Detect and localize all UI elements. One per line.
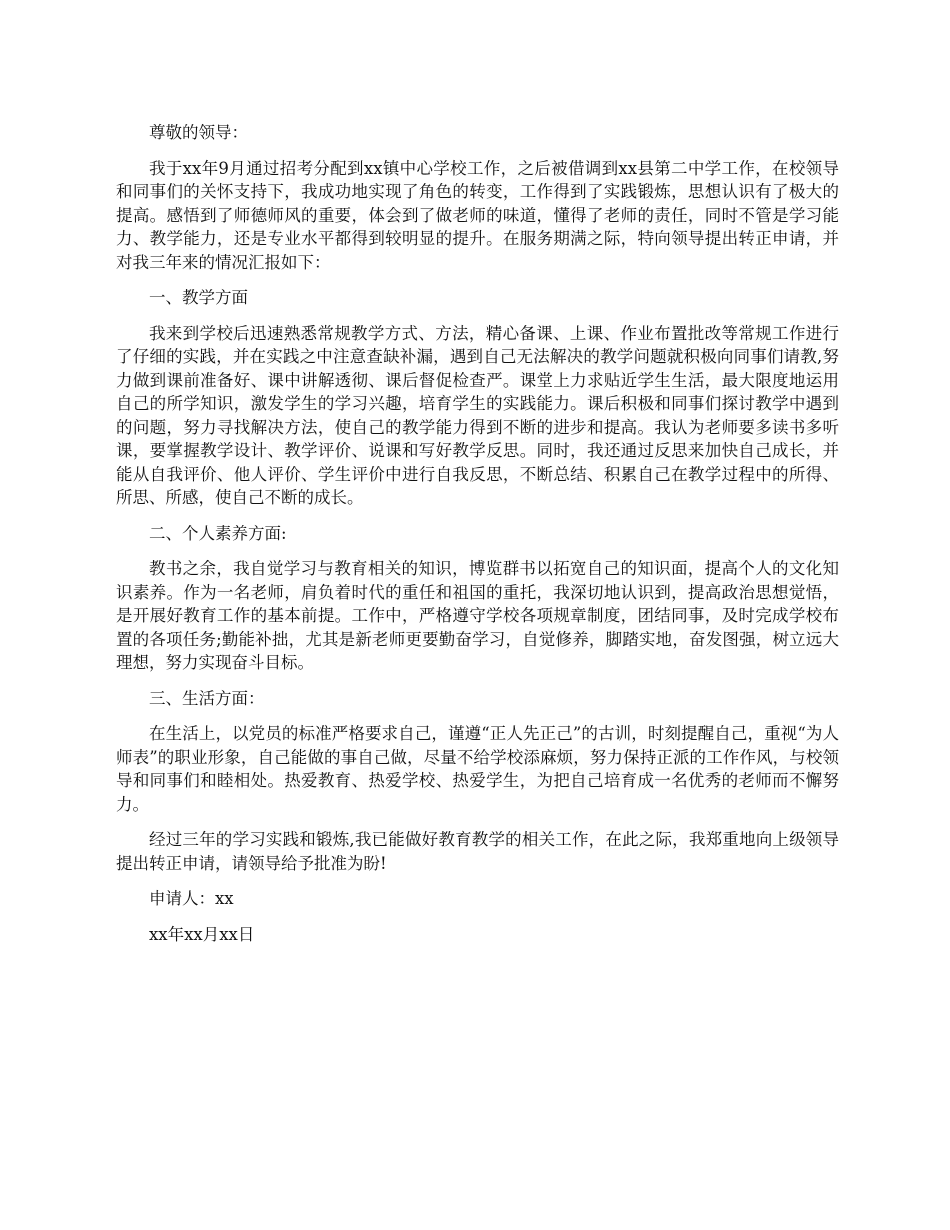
document-page: [116, 121, 839, 958]
section-heading-teaching: 一、教学方面: [149, 288, 248, 307]
closing-paragraph: 经过三年的学习实践和锻炼,我已能做好教育教学的相关工作，在此之际，我郑重地向上级领导提出转正申请，请领导给予批准为盼!: [116, 830, 839, 873]
applicant-line: 申请人：xx: [149, 889, 234, 908]
date-line: xx年xx月xx日: [149, 924, 255, 944]
section-body-teaching: 我来到学校后迅速熟悉常规教学方式、方法，精心备课、上课、作业布置批改等常规工作进行了仔细的实践，并在实践之中注意查缺补漏，遇到自己无法解决的教学问题就积极向同事们请教,努力做到课前准备好、课中讲解透彻、课后督促检查严。课堂上力求贴近学生生活，最大限度地运用自己的所学知识，激发学生的学习兴趣，培育学生的实践能力。课后积极和同事们探讨教学中遇到的问题，努力寻找解决方法，使自己的教学能力得到不断的进步和提高。我认为老师要多读书多听课，要掌握教学设计、教学评价、说课和写好教学反思。同时，我还通过反思来加快自己成长，并能从自我评价、他人评价、学生评价中进行自我反思，不断总结、积累自己在教学过程中的所得、所思、所感，使自己不断的成长。: [116, 323, 839, 507]
section-body-personal: 教书之余，我自觉学习与教育相关的知识，博览群书以拓宽自己的知识面，提高个人的文化知识素养。作为一名老师，肩负着时代的重任和祖国的重托，我深切地认识到，提高政治思想觉悟，是开展好教育工作的基本前提。工作中，严格遵守学校各项规章制度，团结同事，及时完成学校布置的各项任务;勤能补拙，尤其是新老师更要勤奋学习，自觉修养，脚踏实地，奋发图强，树立远大理想，努力实现奋斗目标。: [116, 559, 839, 672]
section-heading-life: 三、生活方面：: [149, 688, 265, 708]
section-heading-personal: 二、个人素养方面:: [149, 523, 287, 543]
section-body-life: 在生活上，以党员的标准严格要求自己，谨遵“正人先正己”的古训，时刻提醒自己，重视“为人师表”的职业形象，自己能做的事自己做，尽量不给学校添麻烦，努力保持正派的工作作风，与校领导和同事们和睦相处。热爱教育、热爱学校、热爱学生，为把自己培育成一名优秀的老师而不懈努力。: [116, 724, 839, 814]
salutation: 尊敬的领导：: [149, 123, 248, 142]
intro-paragraph: 我于xx年9月通过招考分配到xx镇中心学校工作，之后被借调到xx县第二中学工作，在校领导和同事们的关怀支持下，我成功地实现了角色的转变，工作得到了实践锻炼，思想认识有了极大的提高。感悟到了师德师风的重要，体会到了做老师的味道，懂得了老师的责任，同时不管是学习能力、教学能力，还是专业水平都得到较明显的提升。在服务期满之际，特向领导提出转正申请，并对我三年来的情况汇报如下：: [116, 158, 839, 272]
